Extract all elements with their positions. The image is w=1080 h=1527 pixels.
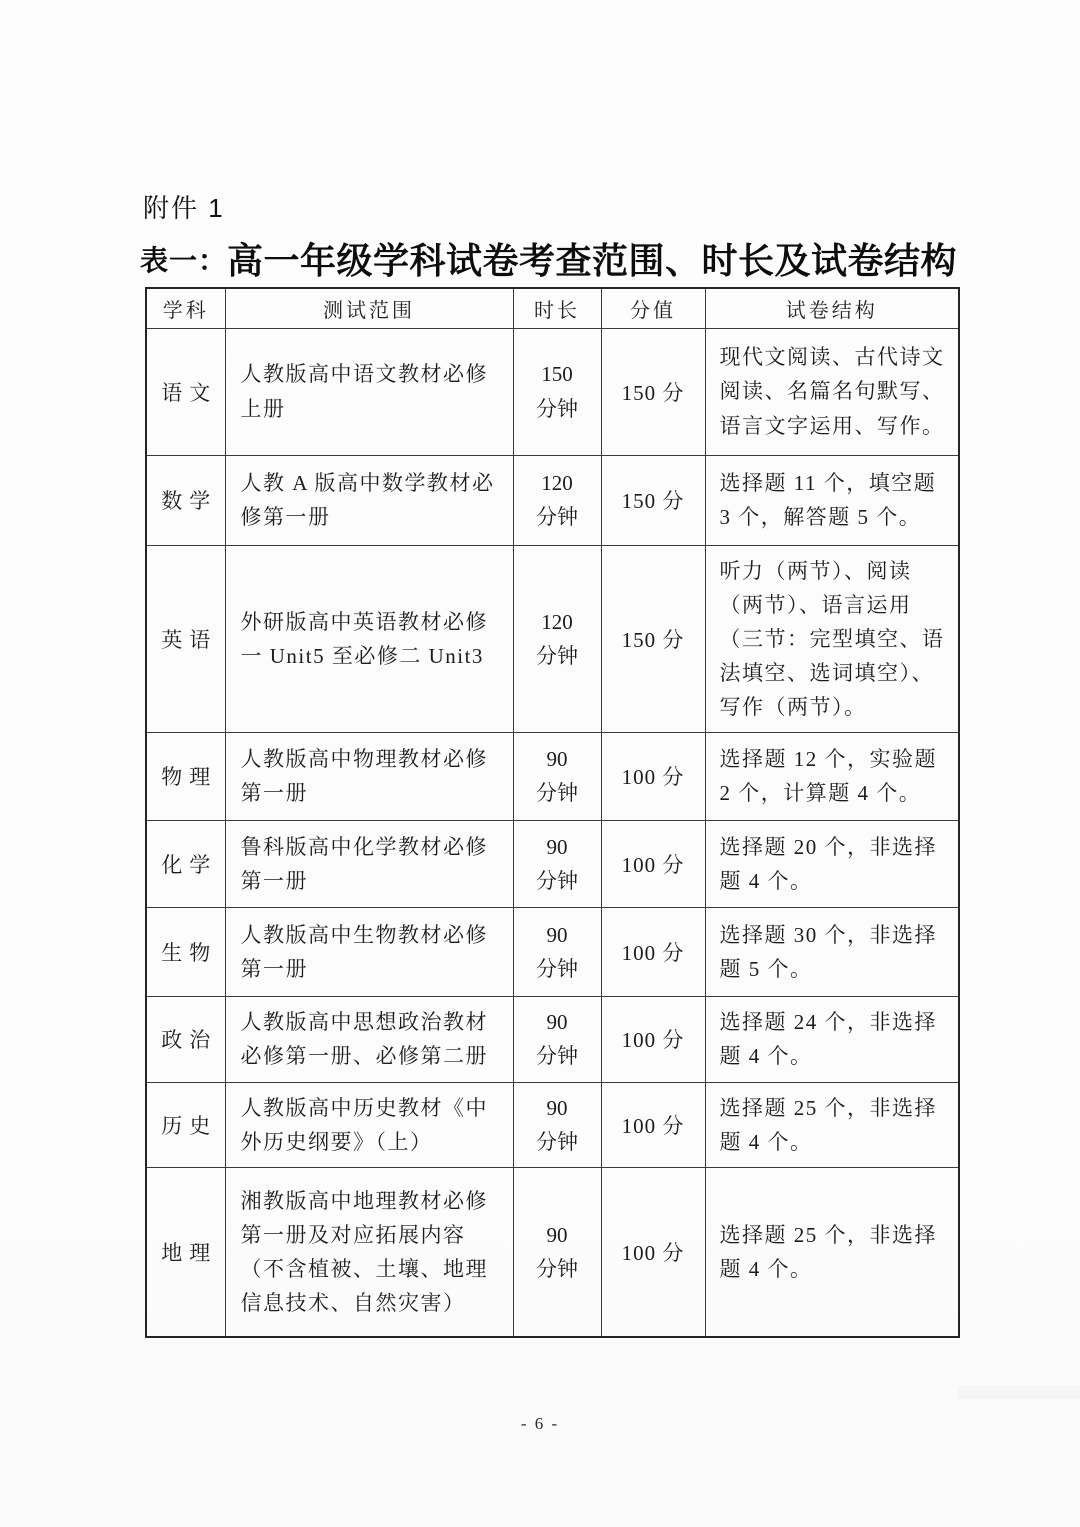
- table-row: [146, 1082, 959, 1167]
- structure-cell: 选择题 11 个，填空题 3 个，解答题 5 个。: [705, 455, 959, 545]
- duration-value: 150: [541, 362, 573, 387]
- duration-unit: 分钟: [536, 868, 578, 893]
- table-row: [146, 1167, 959, 1337]
- subject-cell: 化学: [146, 820, 225, 907]
- score-cell: 100 分: [601, 907, 705, 996]
- scope-cell: 人教 A 版高中数学教材必修第一册: [225, 455, 513, 545]
- structure-cell: 选择题 25 个，非选择题 4 个。: [705, 1167, 959, 1337]
- table-row: [146, 732, 959, 820]
- duration-cell: [513, 1082, 601, 1167]
- column-header-structure: 试卷结构: [705, 288, 959, 328]
- structure-cell: 选择题 20 个，非选择题 4 个。: [705, 820, 959, 907]
- table-row: [146, 996, 959, 1082]
- scope-cell: 人教版高中物理教材必修第一册: [225, 732, 513, 820]
- table-row: [146, 328, 959, 455]
- subject-cell: 地理: [146, 1167, 225, 1337]
- duration-cell: [513, 732, 601, 820]
- exam-structure-table: [145, 287, 960, 1338]
- page-title-main: 高一年级学科试卷考查范围、时长及试卷结构: [227, 241, 958, 281]
- duration-cell: [513, 1167, 601, 1337]
- attachment-label: 附件 1: [143, 193, 225, 223]
- duration-cell: [513, 820, 601, 907]
- subject-cell: 物理: [146, 732, 225, 820]
- duration-value: 90: [546, 1010, 568, 1035]
- column-header-subject: 学科: [146, 288, 225, 328]
- duration-unit: 分钟: [536, 1256, 578, 1281]
- scope-cell: 人教版高中历史教材《中外历史纲要》（上）: [225, 1082, 513, 1167]
- duration-value: 90: [546, 922, 568, 947]
- subject-cell: 生物: [146, 907, 225, 996]
- subject-cell: 数学: [146, 455, 225, 545]
- structure-cell: 现代文阅读、古代诗文阅读、名篇名句默写、语言文字运用、写作。: [705, 328, 959, 455]
- column-header-scope: 测试范围: [225, 288, 513, 328]
- duration-cell: [513, 328, 601, 455]
- table-row: [146, 907, 959, 996]
- structure-cell: 听力（两节）、阅读（两节）、语言运用（三节：完型填空、语法填空、选词填空）、写作（两节）。: [705, 545, 959, 732]
- duration-unit: 分钟: [536, 505, 578, 529]
- subject-cell: 语文: [146, 328, 225, 455]
- structure-cell: 选择题 30 个，非选择题 5 个。: [705, 907, 959, 996]
- score-cell: 100 分: [601, 732, 705, 820]
- table-header-row: [146, 288, 959, 328]
- subject-cell: 英语: [146, 545, 225, 732]
- duration-value: 90: [546, 834, 568, 859]
- duration-value: 90: [546, 1095, 568, 1120]
- table-row: [146, 455, 959, 545]
- duration-value: 120: [541, 470, 573, 495]
- scope-cell: 人教版高中语文教材必修上册: [225, 328, 513, 455]
- scope-cell: 人教版高中思想政治教材必修第一册、必修第二册: [225, 996, 513, 1082]
- duration-unit: 分钟: [536, 1129, 578, 1154]
- column-header-duration: 时长: [513, 288, 601, 328]
- duration-unit: 分钟: [536, 781, 578, 806]
- scan-artifact: [958, 1386, 1080, 1399]
- scope-cell: 鲁科版高中化学教材必修第一册: [225, 820, 513, 907]
- duration-unit: 分钟: [536, 396, 578, 421]
- subject-cell: 历史: [146, 1082, 225, 1167]
- duration-value: 90: [546, 747, 568, 772]
- score-cell: 100 分: [601, 1082, 705, 1167]
- subject-cell: 政治: [146, 996, 225, 1082]
- structure-cell: 选择题 24 个，非选择题 4 个。: [705, 996, 959, 1082]
- table-row: [146, 545, 959, 732]
- column-header-score: 分值: [601, 288, 705, 328]
- duration-cell: [513, 455, 601, 545]
- page-number: - 6 -: [520, 1414, 560, 1433]
- table-row: [146, 820, 959, 907]
- duration-value: 120: [541, 609, 573, 634]
- score-cell: 100 分: [601, 996, 705, 1082]
- duration-cell: [513, 545, 601, 732]
- scope-cell: 人教版高中生物教材必修第一册: [225, 907, 513, 996]
- duration-cell: [513, 996, 601, 1082]
- duration-value: 90: [546, 1222, 568, 1247]
- score-cell: 150 分: [601, 545, 705, 732]
- duration-unit: 分钟: [536, 643, 578, 668]
- scope-cell: 外研版高中英语教材必修一 Unit5 至必修二 Unit3: [225, 545, 513, 732]
- structure-cell: 选择题 25 个，非选择题 4 个。: [705, 1082, 959, 1167]
- duration-unit: 分钟: [536, 1044, 578, 1069]
- duration-cell: [513, 907, 601, 996]
- scope-cell: 湘教版高中地理教材必修第一册及对应拓展内容（不含植被、土壤、地理信息技术、自然灾害）: [225, 1167, 513, 1337]
- page-title-prefix: 表一：: [140, 246, 228, 277]
- structure-cell: 选择题 12 个，实验题 2 个，计算题 4 个。: [705, 732, 959, 820]
- score-cell: 100 分: [601, 1167, 705, 1337]
- score-cell: 150 分: [601, 328, 705, 455]
- score-cell: 150 分: [601, 455, 705, 545]
- duration-unit: 分钟: [536, 956, 578, 981]
- page-title: [140, 233, 957, 284]
- score-cell: 100 分: [601, 820, 705, 907]
